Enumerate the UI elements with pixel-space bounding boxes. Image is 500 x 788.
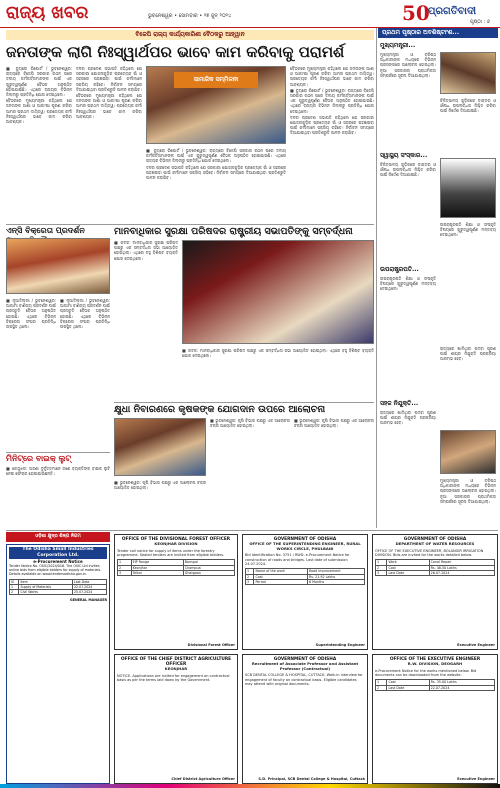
osic-table bbox=[9, 579, 107, 595]
th-cell: Item bbox=[19, 579, 73, 584]
lead-paragraph: ■ ବ୍ୟୁରୋ ରିପୋର୍ଟ / ଭୁବନେଶ୍ୱର: ରାଜ୍ୟରେ ବିଜେପି ସରକାର ଗଠନ ପରେ ଦଳୀୟ କର୍ମକର୍ତ୍ତାମାନଙ୍କ ପାଇଁ ଏକ ଗୁରୁତ୍ୱପୂର୍ଣ୍ଣ ବୈଠକ ଅନୁଷ୍ଠିତ ହୋଇଯାଇଛି। ଏଥିରେ ରାଜ୍ୟର ବିଭିନ୍ନ ଜିଲ୍ଲାରୁ ପ୍ରତିନିଧି ଯୋଗ ଦେଇଥିଲେ। bbox=[146, 148, 286, 164]
th-cell: Sl bbox=[10, 579, 19, 584]
th-cell: Last Date bbox=[73, 579, 107, 584]
lead-paragraph: ■ ବ୍ୟୁରୋ ରିପୋର୍ଟ / ଭୁବନେଶ୍ୱର: ରାଜ୍ୟରେ ବିଜେପି ସରକାର ଗଠନ ପରେ ଦଳୀୟ କର୍ମକର୍ତ୍ତାମାନଙ୍କ ପାଇଁ ଏକ ଗୁରୁତ୍ୱପୂର୍ଣ୍ଣ ବୈଠକ ଅନୁଷ୍ଠିତ ହୋଇଯାଇଛି। ଏଥିରେ ରାଜ୍ୟର ବିଭିନ୍ନ ଜିଲ୍ଲାରୁ ପ୍ରତିନିଧି ଯୋଗ ଦେଇଥିଲେ। bbox=[290, 87, 374, 114]
osic-subtitle: e-Procurement Notice bbox=[33, 559, 83, 564]
ad-table bbox=[117, 559, 235, 576]
td-cell: 2 bbox=[10, 589, 19, 594]
td-cell: 1 bbox=[376, 560, 387, 565]
table-row bbox=[246, 579, 365, 584]
ad-agriculture-office bbox=[114, 654, 238, 784]
td-cell: Work bbox=[387, 560, 429, 565]
td-cell: Cost bbox=[387, 565, 429, 570]
ad-table bbox=[375, 559, 495, 576]
fourth-story-headline: କ୍ଷୁଧା ନିବାରଣରେ କୃଷକଙ୍କ ଯୋଗଦାନ ଉପରେ ଆଲୋଚନା bbox=[114, 404, 326, 415]
ad-subtitle: KEONJHAR DIVISION bbox=[154, 541, 198, 546]
section-rule bbox=[6, 224, 374, 225]
ad-title: GOVERNMENT OF ODISHA bbox=[403, 537, 467, 542]
lead-column-2 bbox=[76, 66, 142, 216]
ad-title: OFFICE OF THE DIVISIONAL FOREST OFFICER bbox=[121, 537, 231, 542]
td-cell: 3 bbox=[376, 570, 387, 575]
logo-number: 50 bbox=[402, 1, 430, 25]
table-row bbox=[376, 685, 495, 690]
td-cell: 2 bbox=[118, 565, 132, 570]
ad-forest-office bbox=[114, 534, 238, 650]
page-number: ପୃଷ୍ଠା : ୬ bbox=[470, 19, 490, 25]
td-cell: Cost bbox=[254, 574, 308, 579]
table-row bbox=[376, 570, 495, 575]
rc-section-text: ଚିକିତ୍ସାଳୟ ଗୁଡ଼ିକରେ ଡାକ୍ତର ଓ ଔଷଧ ଉପଲବ୍ଧତା ନିଶ୍ଚିତ କରିବା ପାଇଁ ନିର୍ଦ୍ଦେଶ ଦିଆଯାଇଛି। bbox=[380, 162, 436, 178]
td-cell: Rs. 21.92 Lakhs bbox=[308, 574, 365, 579]
ad-rural-works bbox=[242, 534, 368, 650]
td-cell: 22.07.2024 bbox=[429, 685, 494, 690]
lead-paragraph: ଦଳର ପ୍ରଦେଶ ସଭାପତି କହିଥିଲେ ଯେ ସରକାରୀ ଯୋଜନାଗୁଡ଼ିକ ପ୍ରତ୍ୟେକ ଗାଁ ଓ ସହରରେ ପହଞ୍ଚାଇବା ପାଇଁ କର୍ମୀମାନେ ସକ୍ରିୟ ରହିବେ। ନିର୍ବାଚନ ସମୟରେ ଦିଆଯାଇଥିବା ପ୍ରତିଶ୍ରୁତି ପାଳନ କରାଯିବ। bbox=[146, 164, 286, 181]
ad-subtitle: OFFICE OF THE SUPERINTENDING ENGINEER, RURAL WORKS CIRCLE, PHULBANI bbox=[249, 541, 361, 551]
td-cell: EIP Range bbox=[131, 560, 183, 565]
fourth-story-text-2: ■ ଭୁବନେଶ୍ୱର: କୃଷି ବିଭାଗ ପକ୍ଷରୁ ଏକ ଆଲୋଚନା ଚକ୍ର ଆୟୋଜିତ ହୋଇଥିଲା। bbox=[294, 418, 374, 429]
rc-section-text: ରାଜ୍ୟରେ ଖାଲିଥିବା ପଦବୀ ପୂରଣ ପାଇଁ ଶୀଘ୍ର ନିଯୁକ୍ତି ପ୍ରକ୍ରିୟା ଆରମ୍ଭ ହେବ। bbox=[380, 410, 436, 426]
rc-photo-1 bbox=[440, 52, 496, 94]
td-cell: Ghatgaon bbox=[183, 570, 234, 575]
ad-water-resources bbox=[372, 534, 498, 650]
td-cell: Banspal bbox=[183, 560, 234, 565]
ad-body: NOTICE. Applications are invited for engagement on contractual basis as per the terms laid down by the Government. bbox=[117, 673, 230, 682]
table-row bbox=[10, 589, 107, 594]
rc-photo-2 bbox=[440, 158, 496, 218]
td-cell: Supply of Materials bbox=[19, 584, 73, 589]
color-registration-strip bbox=[0, 784, 500, 788]
td-cell: 1 bbox=[376, 680, 387, 685]
td-cell: 1 bbox=[118, 560, 132, 565]
td-cell: 22.07.2024 bbox=[73, 584, 107, 589]
third-story-headline: ମାନବାଧିକାର ସୁରକ୍ଷା ପରିଷଦର ରାଷ୍ଟ୍ରୀୟ ସଭାପତିଙ୍କୁ ସମ୍ବର୍ଦ୍ଧନା bbox=[114, 226, 353, 237]
section-rule bbox=[114, 402, 374, 403]
td-cell: 2 bbox=[246, 574, 254, 579]
ad-subtitle: R.W. DIVISION, DEOGARH bbox=[407, 661, 463, 666]
fifth-story-text: ■ କେନ୍ଦୁଝର: ଅଜଣା ଦୁର୍ବୃତ୍ତମାନେ ଜଣେ ବ୍ୟକ୍ତିଙ୍କ ବାଇକ୍ ଲୁଟି ନେଇ ଫେରାର ହୋଇଯାଇଛନ୍ତି। bbox=[6, 466, 110, 477]
ad-dental-college bbox=[242, 654, 368, 784]
td-cell: 1 bbox=[246, 569, 254, 574]
ad-body: e-Procurement Notice for the works mentioned below. Bid documents can be downloaded from the website. bbox=[375, 668, 477, 677]
rc-section-title: ଉପରାଷ୍ଟ୍ରପତି... bbox=[380, 266, 419, 273]
td-cell: 6 Months bbox=[308, 579, 365, 584]
ads-rule bbox=[6, 530, 498, 531]
lead-kicker: ବିଜେପି ରାଜ୍ୟ କାର୍ଯ୍ୟକାରିଣୀ ବୈଠକରୁ ଆହ୍ୱାନ bbox=[6, 30, 374, 40]
ad-title: OFFICE OF THE EXECUTIVE ENGINEER bbox=[389, 657, 481, 662]
fifth-story-headline: ମିନିଟ୍ରେ ବାଇକ୍ ଲୁଟ୍ bbox=[6, 454, 72, 463]
ad-body: SCB DENTAL COLLEGE & HOSPITAL, CUTTACK. Walk-in interview for engagement of faculty on contractual basis. Eligible candidates may attend with original documents. bbox=[245, 673, 363, 686]
lead-paragraph: ଦଳର ପ୍ରଦେଶ ସଭାପତି କହିଥିଲେ ଯେ ସରକାରୀ ଯୋଜନାଗୁଡ଼ିକ ପ୍ରତ୍ୟେକ ଗାଁ ଓ ସହରରେ ପହଞ୍ଚାଇବା ପାଇଁ କର୍ମୀମାନେ ସକ୍ରିୟ ରହିବେ। ନିର୍ବାଚନ ସମୟରେ ଦିଆଯାଇଥିବା ପ୍ରତିଶ୍ରୁତି ପାଳନ କରାଯିବ। bbox=[76, 66, 142, 92]
td-cell: Keonjhar bbox=[131, 565, 183, 570]
ad-subtitle: Recruitment of Associate Professor and Assistant Professor (Contractual) bbox=[251, 661, 359, 671]
ad-signature: Superintending Engineer bbox=[315, 642, 365, 647]
photo-banner: ସାମାଜିକ ସମ୍ମିଳନୀ bbox=[174, 72, 258, 88]
ad-signature: Divisional Forest Officer bbox=[187, 642, 235, 647]
rc-section-title: ସ୍ୱାସ୍ଥ୍ୟ ସଂସ୍କାର... bbox=[380, 152, 428, 159]
td-cell: 2 bbox=[376, 685, 387, 690]
ad-table bbox=[375, 679, 495, 690]
td-cell: 26.07.2024 bbox=[429, 570, 494, 575]
td-cell: 25.07.2024 bbox=[73, 589, 107, 594]
section-rule bbox=[6, 452, 110, 453]
dateline: ଭୁବନେଶ୍ୱର • ସୋମବାର • ୨୭ ଜୁନ୍ ୨୦୨୪ bbox=[148, 13, 232, 19]
ad-body: OFFICE OF THE EXECUTIVE ENGINEER, BOLANGIR IRRIGATION DIVISION. Bids are invited for the works detailed below. bbox=[375, 548, 484, 557]
ad-table bbox=[245, 568, 365, 585]
ad-signature: Executive Engineer bbox=[457, 642, 495, 647]
td-cell: 3 bbox=[246, 579, 254, 584]
third-story-text-2: ■ କଟକ: ମାନବାଧିକାର ସୁରକ୍ଷା ପରିଷଦ ପକ୍ଷରୁ ଏକ ସମ୍ବର୍ଦ୍ଧନା ସଭା ଆୟୋଜିତ ହୋଇଥିଲା। ଏଥିରେ ବହୁ ବିଶିଷ୍ଟ ବ୍ୟକ୍ତି ଯୋଗ ଦେଇଥିଲେ। bbox=[182, 348, 374, 359]
third-story-text: ■ କଟକ: ମାନବାଧିକାର ସୁରକ୍ଷା ପରିଷଦ ପକ୍ଷରୁ ଏକ ସମ୍ବର୍ଦ୍ଧନା ସଭା ଆୟୋଜିତ ହୋଇଥିଲା। ଏଥିରେ ବହୁ ବିଶିଷ୍ଟ ବ୍ୟକ୍ତି ଯୋଗ ଦେଇଥିଲେ। bbox=[114, 240, 178, 261]
td-cell: Last Date bbox=[387, 570, 429, 575]
section-title: ରାଜ୍ୟ ଖବର bbox=[6, 3, 89, 23]
td-cell: Champua bbox=[183, 565, 234, 570]
td-cell: Road Improvement bbox=[308, 569, 365, 574]
osic-notice bbox=[6, 544, 110, 784]
third-story-photo bbox=[182, 240, 374, 344]
td-cell: Name of the work bbox=[254, 569, 308, 574]
fourth-story-text-3: ■ ଭୁବନେଶ୍ୱର: କୃଷି ବିଭାଗ ପକ୍ଷରୁ ଏକ ଆଲୋଚନା ଚକ୍ର ଆୟୋଜିତ ହୋଇଥିଲା। bbox=[114, 480, 206, 491]
rc-section-text: ରାଜ୍ୟରେ ଖାଲିଥିବା ପଦବୀ ପୂରଣ ପାଇଁ ଶୀଘ୍ର ନିଯୁକ୍ତି ପ୍ରକ୍ରିୟା ଆରମ୍ଭ ହେବ। bbox=[440, 346, 496, 362]
lead-paragraph: ଦଳର ପ୍ରଦେଶ ସଭାପତି କହିଥିଲେ ଯେ ସରକାରୀ ଯୋଜନାଗୁଡ଼ିକ ପ୍ରତ୍ୟେକ ଗାଁ ଓ ସହରରେ ପହଞ୍ଚାଇବା ପାଇଁ କର୍ମୀମାନେ ସକ୍ରିୟ ରହିବେ। ନିର୍ବାଚନ ସମୟରେ ଦିଆଯାଇଥିବା ପ୍ରତିଶ୍ରୁତି ପାଳନ କରାଯିବ। bbox=[290, 114, 374, 136]
second-story-photo bbox=[6, 238, 110, 294]
osic-body: Tender Notice No. OSIC/2024/016. The OSIC Ltd invites online bids from eligible bidders for supply of materials. Details available on www.tendersodisha.gov.in. bbox=[9, 564, 102, 577]
td-cell: 1 bbox=[10, 584, 19, 589]
rc-section-title: ମୁଖ୍ୟମନ୍ତ୍ରୀ... bbox=[380, 42, 416, 49]
rc-section-text: ଉପରାଷ୍ଟ୍ରପତି ଶିକ୍ଷା ଓ ସଂସ୍କୃତି ବିଷୟରେ ଗୁରୁତ୍ୱପୂର୍ଣ୍ଣ ମନ୍ତବ୍ୟ ଦେଇଥିଲେ। bbox=[380, 276, 436, 292]
second-story-text-2: ■ ନୂଆଦିଲ୍ଲୀ / ଭୁବନେଶ୍ୱର: ଆଗାମୀ ବାଣିଜ୍ୟ ପ୍ରଦର୍ଶନ ପାଇଁ ପ୍ରସ୍ତୁତି ବୈଠକ ଅନୁଷ୍ଠିତ ହୋଇଛି। ଏଥିରେ ବିଭିନ୍ନ ବିକ୍ରେତା ସଂଘର ପ୍ରତିନିଧି ଉପସ୍ଥିତ ଥିଲେ। bbox=[60, 298, 110, 330]
lead-column-3 bbox=[146, 148, 286, 216]
lead-headline: ଜନତାଙ୍କ ଲାଗି ନିଃସ୍ୱାର୍ଥପର ଭାବେ କାମ କରିବାକୁ ପରାମର୍ଶ bbox=[6, 43, 345, 61]
rc-section-text: ଉପରାଷ୍ଟ୍ରପତି ଶିକ୍ଷା ଓ ସଂସ୍କୃତି ବିଷୟରେ ଗୁରୁତ୍ୱପୂର୍ଣ୍ଣ ମନ୍ତବ୍ୟ ଦେଇଥିଲେ। bbox=[440, 222, 496, 238]
td-cell: Telkoi bbox=[131, 570, 183, 575]
ad-signature: S.D. Principal, SCB Dental College & Hospital, Cuttack bbox=[258, 776, 365, 781]
ad-signature: Executive Engineer bbox=[457, 776, 495, 781]
ad-rw-division bbox=[372, 654, 498, 784]
rc-section-text: ମୁଖ୍ୟମନ୍ତ୍ରୀ ଓ ବରିଷ୍ଠ ଅଧିକାରୀଙ୍କ ମଧ୍ୟରେ ବିଭିନ୍ନ ପ୍ରସଙ୍ଗରେ ଆଲୋଚନା ହୋଇଥିଲା। ନୂଆ ସରକାରର ପ୍ରାଥମିକତା ସମ୍ପର୍କରେ ସୂଚନା ଦିଆଯାଇଥିଲା। bbox=[440, 478, 496, 504]
td-cell: Cost bbox=[387, 680, 429, 685]
table-row bbox=[118, 570, 235, 575]
second-story-text: ■ ନୂଆଦିଲ୍ଲୀ / ଭୁବନେଶ୍ୱର: ଆଗାମୀ ବାଣିଜ୍ୟ ପ୍ରଦର୍ଶନ ପାଇଁ ପ୍ରସ୍ତୁତି ବୈଠକ ଅନୁଷ୍ଠିତ ହୋଇଛି। ଏଥିରେ ବିଭିନ୍ନ ବିକ୍ରେତା ସଂଘର ପ୍ରତିନିଧି ଉପସ୍ଥିତ ଥିଲେ। bbox=[6, 298, 56, 330]
td-cell: Period bbox=[254, 579, 308, 584]
osic-signature: GENERAL MANAGER bbox=[70, 597, 107, 602]
lead-paragraph: ବୈଠକରେ ମୁଖ୍ୟମନ୍ତ୍ରୀ କହିଥିଲେ ଯେ ଜନତାଙ୍କ ଆଶା ଓ ଆକାଂକ୍ଷା ପୂରଣ କରିବା ଆମର ପ୍ରଥମ ଦାୟିତ୍ୱ। ପ୍ରତ୍ୟେକ କର୍ମୀ ନିଃସ୍ୱାର୍ଥପର ଭାବେ କାମ କରିବା ଆବଶ୍ୟକ। bbox=[76, 93, 142, 119]
td-cell: Civil Works bbox=[19, 589, 73, 594]
fourth-story-photo bbox=[114, 418, 206, 476]
ad-title: GOVERNMENT OF ODISHA bbox=[273, 657, 337, 662]
rc-section-title: ସହଜ ନିଯୁକ୍ତି... bbox=[380, 400, 419, 407]
ad-title: GOVERNMENT OF ODISHA bbox=[273, 537, 337, 542]
td-cell: Rs. 48.50 Lakhs bbox=[429, 565, 494, 570]
ribbon: ଓଡ଼ିଶା କ୍ଷୁଦ୍ର ଶିଳ୍ପ ନିଗମ bbox=[6, 532, 110, 542]
ad-body: Bid Identification No. 3751 / RWD. e-Procurement Notice for construction of roads and bridges. Last date of submission 24.07.2024. bbox=[245, 553, 350, 566]
newspaper-logo: ପ୍ରଗତିବାଦୀ bbox=[428, 6, 477, 17]
lead-column-1 bbox=[6, 66, 72, 216]
td-cell: Canal Repair bbox=[429, 560, 494, 565]
rc-section-text: ମୁଖ୍ୟମନ୍ତ୍ରୀ ଓ ବରିଷ୍ଠ ଅଧିକାରୀଙ୍କ ମଧ୍ୟରେ ବିଭିନ୍ନ ପ୍ରସଙ୍ଗରେ ଆଲୋଚନା ହୋଇଥିଲା। ନୂଆ ସରକାରର ପ୍ରାଥମିକତା ସମ୍ପର୍କରେ ସୂଚନା ଦିଆଯାଇଥିଲା। bbox=[380, 52, 436, 78]
ad-subtitle: DEPARTMENT OF WATER RESOURCES bbox=[395, 541, 475, 546]
rc-section-text: ଚିକିତ୍ସାଳୟ ଗୁଡ଼ିକରେ ଡାକ୍ତର ଓ ଔଷଧ ଉପଲବ୍ଧତା ନିଶ୍ଚିତ କରିବା ପାଇଁ ନିର୍ଦ୍ଦେଶ ଦିଆଯାଇଛି। bbox=[440, 98, 496, 114]
ad-title: OFFICE OF THE CHIEF DISTRICT AGRICULTURE OFFICER bbox=[120, 657, 232, 667]
fourth-story-text: ■ ଭୁବନେଶ୍ୱର: କୃଷି ବିଭାଗ ପକ୍ଷରୁ ଏକ ଆଲୋଚନା ଚକ୍ର ଆୟୋଜିତ ହୋଇଥିଲା। bbox=[210, 418, 290, 429]
td-cell: 2 bbox=[376, 565, 387, 570]
rc-photo-3 bbox=[440, 430, 496, 474]
lead-paragraph: ■ ବ୍ୟୁରୋ ରିପୋର୍ଟ / ଭୁବନେଶ୍ୱର: ରାଜ୍ୟରେ ବିଜେପି ସରକାର ଗଠନ ପରେ ଦଳୀୟ କର୍ମକର୍ତ୍ତାମାନଙ୍କ ପାଇଁ ଏକ ଗୁରୁତ୍ୱପୂର୍ଣ୍ଣ ବୈଠକ ଅନୁଷ୍ଠିତ ହୋଇଯାଇଛି। ଏଥିରେ ରାଜ୍ୟର ବିଭିନ୍ନ ଜିଲ୍ଲାରୁ ପ୍ରତିନିଧି ଯୋଗ ଦେଇଥିଲେ। bbox=[6, 66, 72, 98]
td-cell: 3 bbox=[118, 570, 132, 575]
masthead bbox=[0, 0, 500, 28]
column-rule bbox=[376, 28, 377, 528]
td-cell: Last Date bbox=[387, 685, 429, 690]
ad-signature: Chief District Agriculture Officer bbox=[171, 776, 235, 781]
td-cell: Rs. 35.00 Lakhs bbox=[429, 680, 494, 685]
lead-paragraph: ବୈଠକରେ ମୁଖ୍ୟମନ୍ତ୍ରୀ କହିଥିଲେ ଯେ ଜନତାଙ୍କ ଆଶା ଓ ଆକାଂକ୍ଷା ପୂରଣ କରିବା ଆମର ପ୍ରଥମ ଦାୟିତ୍ୱ। ପ୍ରତ୍ୟେକ କର୍ମୀ ନିଃସ୍ୱାର୍ଥପର ଭାବେ କାମ କରିବା ଆବଶ୍ୟକ। bbox=[290, 66, 374, 87]
lead-column-4 bbox=[290, 66, 374, 216]
continuation-header: ପ୍ରଥମ ପୃଷ୍ଠାର ଅବଶିଷ୍ଟାଂଶ... bbox=[378, 28, 498, 38]
osic-title: The Odisha Small Industries Corporation Ltd. bbox=[9, 547, 107, 559]
ad-body: Tender call notice for supply of items under the forestry programme. Sealed tenders are invited from eligible bidders. bbox=[117, 548, 225, 557]
lead-paragraph: ବୈଠକରେ ମୁଖ୍ୟମନ୍ତ୍ରୀ କହିଥିଲେ ଯେ ଜନତାଙ୍କ ଆଶା ଓ ଆକାଂକ୍ଷା ପୂରଣ କରିବା ଆମର ପ୍ରଥମ ଦାୟିତ୍ୱ। ପ୍ରତ୍ୟେକ କର୍ମୀ ନିଃସ୍ୱାର୍ଥପର ଭାବେ କାମ କରିବା ଆବଶ୍ୟକ। bbox=[6, 98, 72, 125]
ad-subtitle: KEONJHAR bbox=[164, 666, 188, 671]
second-story-headline: ଏନ୍ସି ବିକ୍ରେତା ପ୍ରଦର୍ଶନ bbox=[6, 226, 85, 235]
